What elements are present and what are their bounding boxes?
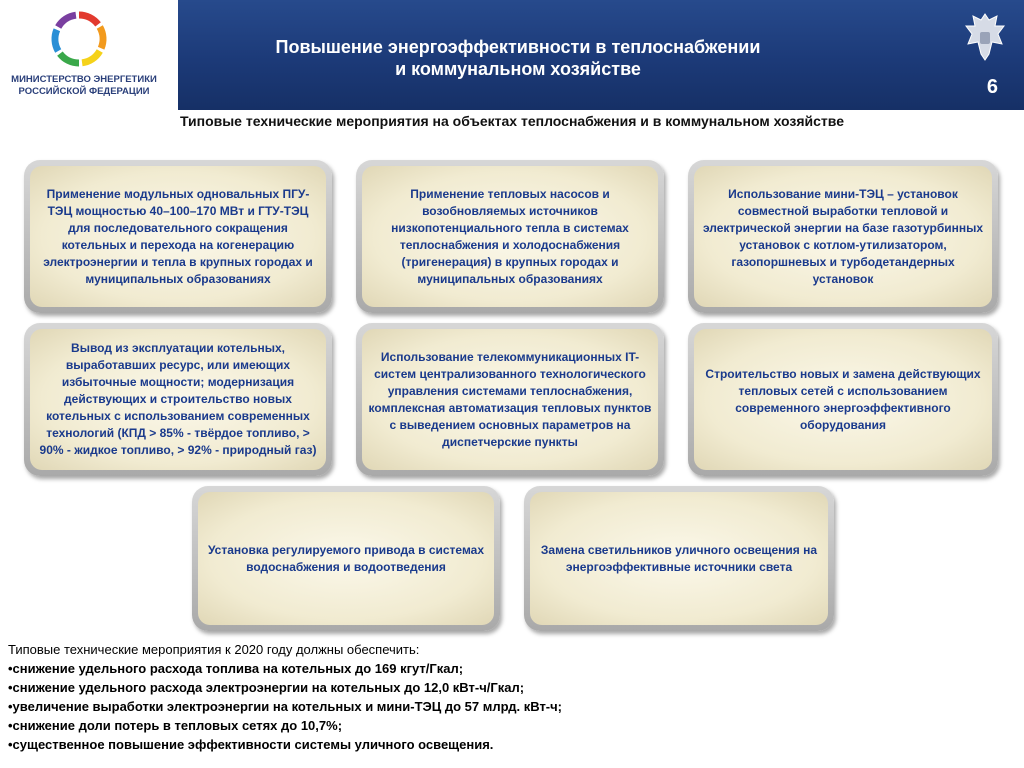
- measure-card: [688, 160, 998, 313]
- measure-card-text: Применение тепловых насосов и возобновляемых источников низкопотенциального тепла в системах теплоснабжения и холодоснабжения (тригенерация) в крупных городах и муниципальных образованиях: [362, 166, 658, 307]
- section-subtitle: Типовые технические мероприятия на объектах теплоснабжения и в коммунальном хозяйстве: [179, 113, 844, 129]
- measure-card: [524, 486, 834, 631]
- ministry-name-line2: РОССИЙСКОЙ ФЕДЕРАЦИИ: [18, 86, 150, 97]
- measure-card: [688, 323, 998, 476]
- measure-card: [192, 486, 500, 631]
- measure-card-text: Строительство новых и замена действующих тепловых сетей с использованием современного энергоэффективного оборудования: [694, 329, 992, 470]
- outcomes-summary: [8, 640, 1018, 754]
- measure-card-text: Использование телекоммуникационных IT-систем централизованного технологического управления системами теплоснабжения, комплексная автоматизация тепловых пунктов с выведением основных параметров на диспетчерские пункты: [362, 329, 658, 470]
- measure-card: [356, 160, 664, 313]
- measure-card-text: Замена светильников уличного освещения на энергоэффективные источники света: [530, 492, 828, 625]
- outcome-item: •снижение удельного расхода топлива на котельных до 169 кгут/Гкал;: [8, 661, 464, 676]
- outcome-item: •снижение удельного расхода электроэнергии на котельных до 12,0 кВт-ч/Гкал;: [8, 680, 525, 695]
- page-title-line1: Повышение энергоэффективности в теплоснабжении: [275, 37, 761, 57]
- page-title: [178, 36, 858, 80]
- page-title-line2: и коммунальном хозяйстве: [395, 59, 641, 79]
- energy-ring-icon: [48, 8, 110, 70]
- measure-card: [24, 323, 332, 476]
- measure-card: [24, 160, 332, 313]
- measure-card-text: Использование мини-ТЭЦ – установок совместной выработки тепловой и электрической энергии на базе газотурбинных установок с котлом-утилизатором, газопоршневых и турбодетандерных установок: [694, 166, 992, 307]
- ministry-name: [4, 74, 164, 98]
- outcome-item: •снижение доли потерь в тепловых сетях до 10,7%;: [8, 718, 343, 733]
- ministry-name-line1: МИНИСТЕРСТВО ЭНЕРГЕТИКИ: [11, 74, 157, 85]
- page-number: 6: [986, 76, 998, 98]
- ministry-logo: [0, 0, 170, 110]
- outcome-item: •существенное повышение эффективности системы уличного освещения.: [8, 737, 494, 752]
- outcome-item: •увеличение выработки электроэнергии на котельных и мини-ТЭЦ до 57 млрд. кВт-ч;: [8, 699, 563, 714]
- outcomes-lead: Типовые технические мероприятия к 2020 году должны обеспечить:: [8, 642, 420, 657]
- measure-card-text: Установка регулируемого привода в системах водоснабжения и водоотведения: [198, 492, 494, 625]
- header-bar: [178, 0, 1024, 110]
- measure-card: [356, 323, 664, 476]
- measure-card-text: Вывод из эксплуатации котельных, выработавших ресурс, или имеющих избыточные мощности; модернизация действующих и строительство новых котельных с использованием современных технологий (КПД > 85% - твёрдое топливо, > 90% - жидкое топливо, > 92% - природный газ): [30, 329, 326, 470]
- measure-card-text: Применение модульных одновальных ПГУ-ТЭЦ мощностью 40–100–170 МВт и ГТУ-ТЭЦ для последовательного сокращения котельных и перехода на когенерацию электроэнергии и тепла в крупных городах и муниципальных образованиях: [30, 166, 326, 307]
- coat-of-arms-icon: [962, 10, 1008, 64]
